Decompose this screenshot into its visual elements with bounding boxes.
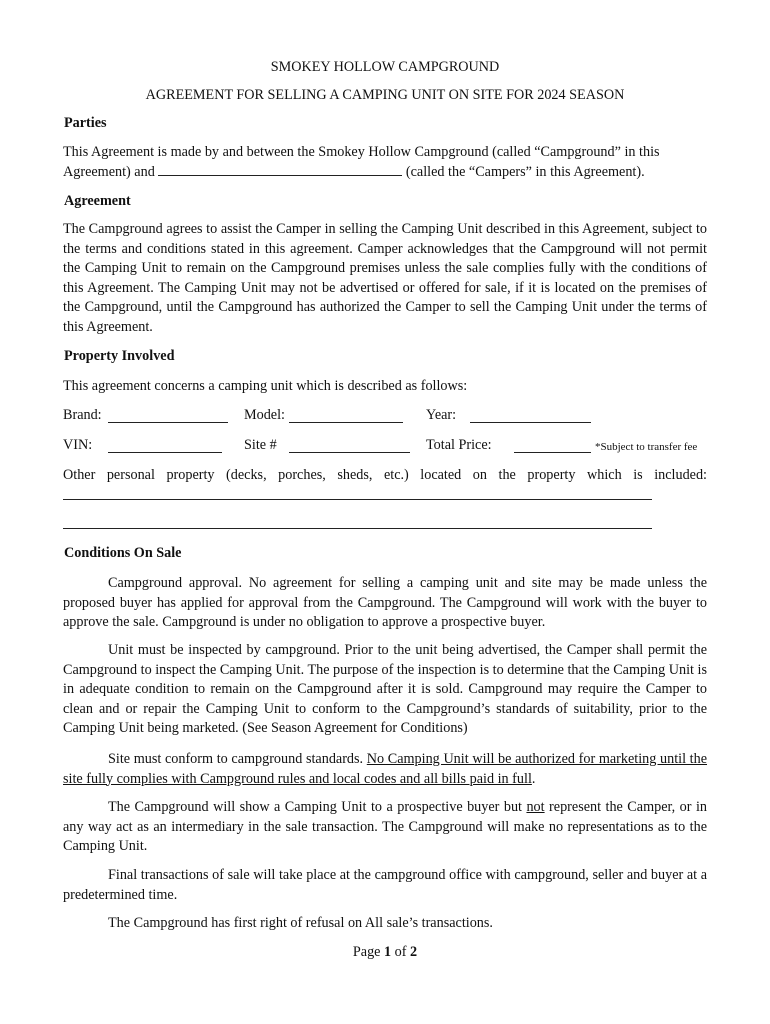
total-price-label: Total Price: [426, 437, 492, 453]
model-label: Model: [244, 407, 285, 423]
other-property-line-1[interactable] [63, 499, 652, 500]
brand-field[interactable] [108, 410, 228, 423]
transfer-fee-note: *Subject to transfer fee [595, 441, 698, 453]
other-property-line-2[interactable] [63, 528, 652, 529]
brand-label: Brand: [63, 407, 102, 423]
total-price-field[interactable] [514, 440, 591, 453]
conditions-heading: Conditions On Sale [64, 545, 182, 561]
site-standards-underlined: No Camping Unit will be authorized for marketing until the site fully complies with Campground rules and local codes and all bills paid in full [63, 751, 708, 787]
year-field[interactable] [470, 410, 591, 423]
condition-campground-approval: Campground approval. No agreement for selling a camping unit and site may be made unless the proposed buyer has applied for approval from the Campground. The Campground will work with the buyer to approve the sale. Campground is under no obligation to approve a prospective buyer. [63, 575, 707, 631]
vin-label: VIN: [63, 437, 93, 453]
parties-line-2-post: (called the “Campers” in this Agreement). [405, 163, 645, 180]
page-current: 1 [384, 944, 392, 960]
property-row-1 [63, 406, 713, 426]
page-total: 2 [410, 944, 418, 960]
condition-right-of-refusal: The Campground has first right of refusal on All sale’s transactions. [108, 915, 493, 931]
parties-line-2-pre: Agreement) and [63, 163, 155, 180]
parties-line-2 [63, 163, 707, 183]
page-prefix: Page [352, 944, 385, 960]
page-number [0, 943, 770, 963]
parties-text [63, 143, 707, 182]
site-label: Site # [244, 437, 277, 453]
property-row-2 [63, 436, 713, 456]
page-of: of [391, 944, 411, 960]
vin-field[interactable] [108, 440, 222, 453]
showing-post: represent the Camper, or in any way act as an intermediary in the sale transaction. The Campground will make no representations as to the Camping Unit. [63, 799, 707, 855]
site-standards-end: . [531, 770, 536, 787]
other-property-text: Other personal property (decks, porches, sheds, etc.) located on the property which is included: [63, 467, 707, 483]
document-title: SMOKEY HOLLOW CAMPGROUND [270, 59, 500, 75]
condition-unit-inspection: Unit must be inspected by campground. Prior to the unit being advertised, the Camper shall permit the Campground to inspect the Camping Unit. The purpose of the inspection is to determine that the Camping Unit is in adequate condition to remain on the Campground after it is sold. Campground may require the Camper to clean and or repair the Camping Unit to conform to the Campground’s standards of suitability, prior to the Camping Unit being marketed. (See Season Agreement for Conditions) [63, 642, 707, 737]
document-subtitle: AGREEMENT FOR SELLING A CAMPING UNIT ON SITE FOR 2024 SEASON [145, 87, 625, 103]
showing-pre: The Campground will show a Camping Unit to a prospective buyer but [108, 799, 527, 815]
camper-name-field[interactable] [158, 163, 402, 176]
model-field[interactable] [289, 410, 403, 423]
condition-site-standards [63, 750, 707, 789]
parties-heading: Parties [64, 115, 107, 131]
year-label: Year: [426, 407, 457, 423]
condition-final-transactions: Final transactions of sale will take place at the campground office with campground, seller and buyer at a predetermined time. [63, 867, 707, 903]
site-field[interactable] [289, 440, 410, 453]
parties-line-1: This Agreement is made by and between the Smokey Hollow Campground (called “Campground” in this [63, 144, 660, 160]
property-heading: Property Involved [64, 348, 175, 364]
agreement-text: The Campground agrees to assist the Camper in selling the Camping Unit described in this Agreement, subject to the terms and conditions stated in this agreement. Camper acknowledges that the Campground will not permit the Camping Unit to remain on the Campground premises unless the sale complies fully with the conditions of this Agreement. The Camping Unit may not be advertised or offered for sale, if it is located on the premises of the Campground, until the Campground has authorized the Camper to sell the Camping Unit under the terms of this Agreement. [63, 221, 707, 335]
condition-showing [63, 798, 707, 857]
showing-underlined: not [526, 799, 545, 815]
property-intro: This agreement concerns a camping unit which is described as follows: [63, 378, 468, 394]
site-standards-plain: Site must conform to campground standards. [108, 751, 367, 767]
agreement-heading: Agreement [64, 193, 131, 209]
